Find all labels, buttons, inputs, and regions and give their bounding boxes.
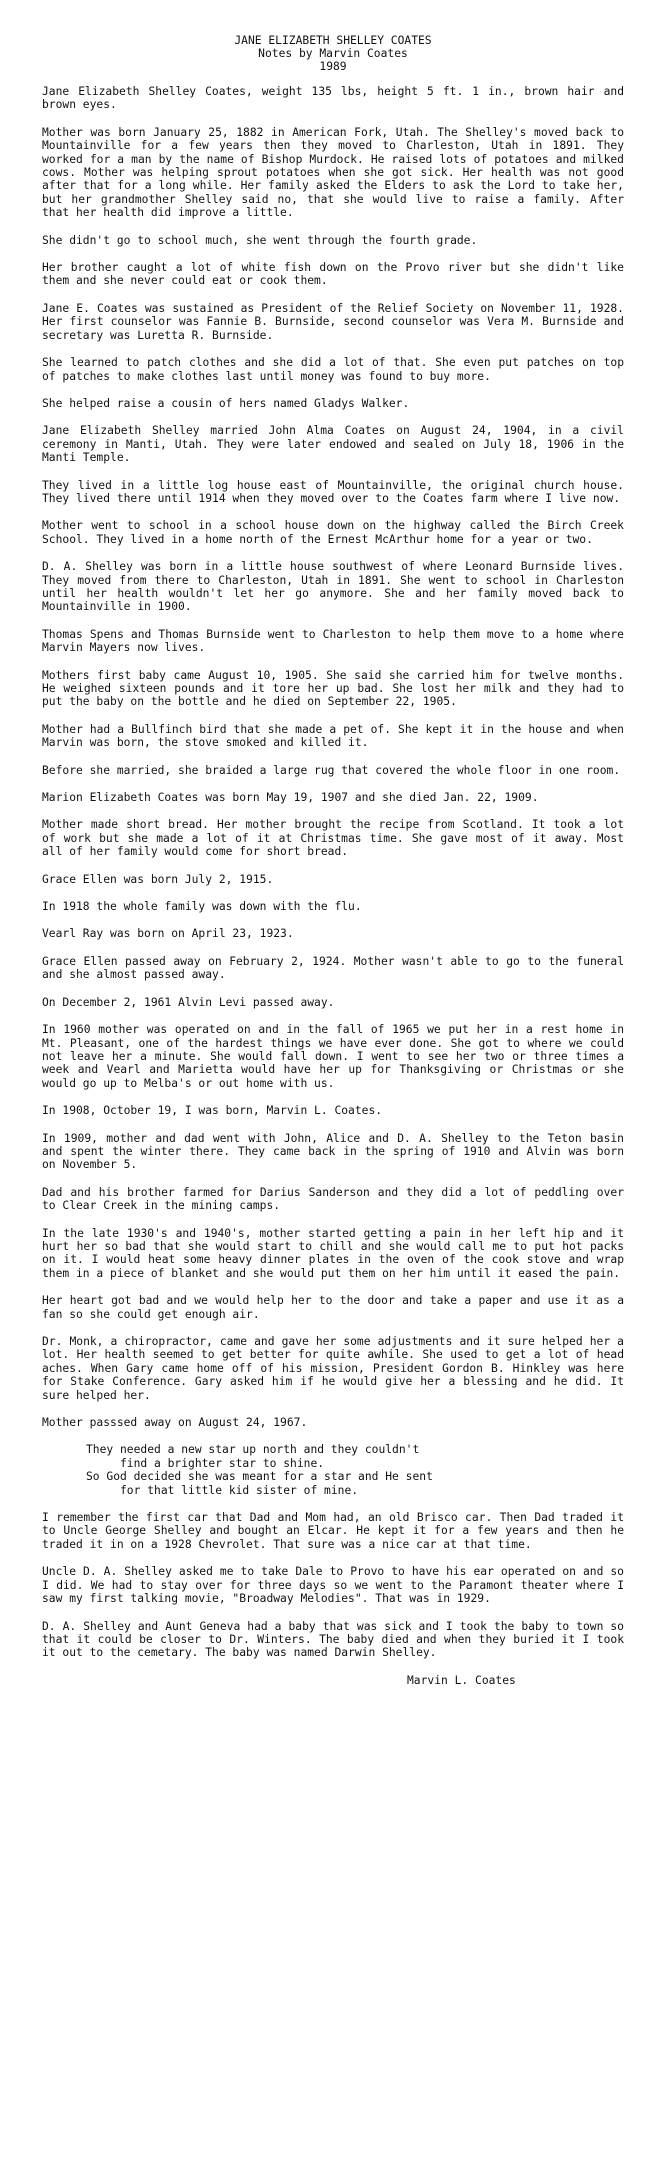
paragraph: D. A. Shelley was born in a little house southwest of where Leonard Burnside lives. They moved from there to Charleston, Utah in 1891. She went to school in Charleston until her health wouldn't let her go anymore. She and her family moved back to Mountainville in 1900. [42,560,624,614]
paragraph: In 1960 mother was operated on and in the fall of 1965 we put her in a rest home in Mt. Pleasant, one of the hardest things we have ever done. She got to where we could not leave her a minute. She would fall down. I went to see her two or three times a week and Vearl and Marietta would have her up for Thanksgiving or Christmas or she would go up to Melba's or out home with us. [42,1023,624,1090]
paragraph: Her heart got bad and we would help her to the door and take a paper and use it as a fan so she could get enough air. [42,1294,624,1321]
poem-line: find a brighter star to shine. [86,1456,325,1470]
paragraph: In the late 1930's and 1940's, mother started getting a pain in her left hip and it hurt her so bad that she would start to chill and she would call me to put hot packs on it. I would heat some heavy dinner plates in the oven of the cook stove and wrap them in a piece of blanket and she would put them on her him until it eased the pain. [42,1226,624,1280]
poem-line: They needed a new star up north and they couldn't [86,1443,420,1457]
paragraph: In 1918 the whole family was down with the flu. [42,900,362,914]
paragraph: Thomas Spens and Thomas Burnside went to Charleston to help them move to a home where Marvin Mayers now lives. [42,627,624,655]
paragraph: Uncle D. A. Shelley asked me to take Dale to Provo to have his ear operated on and so I did. We had to stay over for three days so we went to the Paramont theater where I saw my first talking movie, "Broadway Melodies". That was in 1929. [42,1565,624,1606]
signature: Marvin L. Coates [407,1673,516,1687]
paragraph: She helped raise a cousin of hers named Gladys Walker. [42,396,410,410]
paragraph: Her brother caught a lot of white fish down on the Provo river but she didn't like them and she never could eat or cook them. [42,261,624,288]
document-closing [42,1511,624,1660]
paragraph: Mothers first baby came August 10, 1905. She said she carried him for twelve months. He weighed sixteen pounds and it tore her up bad. She lost her milk and they had to put the baby on the bottle and he died on September 22, 1905. [42,668,624,709]
paragraph: In 1908, October 19, I was born, Marvin L. Coates. [42,1104,383,1118]
paragraph: Jane Elizabeth Shelley married John Alma Coates on August 24, 1904, in a civil ceremony in Manti, Utah. They were later endowed and sealed on July 18, 1906 in the Manti Temple. [42,424,624,465]
paragraph: Vearl Ray was born on April 23, 1923. [42,927,294,941]
paragraph: Dad and his brother farmed for Darius Sanderson and they did a lot of peddling over to Clear Creek in the mining camps. [42,1185,624,1213]
document-title: JANE ELIZABETH SHELLEY COATES [234,34,432,47]
paragraph: Before she married, she braided a large rug that covered the whole floor in one room. [42,763,621,777]
paragraph: I remember the first car that Dad and Mom had, an old Brisco car. Then Dad traded it to Uncle George Shelley and bought an Elcar. He kept it for a few years and then he traded it in on a 1928 Chevrolet. That sure was a nice car at that time. [42,1511,624,1551]
paragraph: She didn't go to school much, she went through the fourth grade. [42,233,478,247]
document-body [42,85,624,1429]
document-byline: Notes by Marvin Coates [258,47,408,60]
paragraph: In 1909, mother and dad went with John, Alice and D. A. Shelley to the Teton basin and spent the winter there. They came back in the spring of 1910 and Alvin was born on November 5. [42,1131,624,1172]
paragraph: Mother went to school in a school house down on the highway called the Birch Creek School. They lived in a home north of the Ernest McArthur home for a year or two. [42,519,624,546]
paragraph: Jane E. Coates was sustained as President of the Relief Society on November 11, 1928. Her first counselor was Fannie B. Burnside, second counselor was Vera M. Burnside and secretary was Luretta R. Burnside. [42,301,624,342]
paragraph: She learned to patch clothes and she did a lot of that. She even put patches on top of patches to make clothes last until money was found to buy more. [42,356,624,383]
paragraph: Mother made short bread. Her mother brought the recipe from Scotland. It took a lot of work but she made a lot of it at Christmas time. She gave most of it away. Most all of her family would come for short bread. [42,818,624,859]
paragraph: They lived in a little log house east of Mountainville, the original church house. They lived there until 1914 when they moved over to the Coates farm where I live now. [42,478,624,505]
poem-line: So God decided she was meant for a star and He sent [86,1470,433,1484]
paragraph: Mother passsed away on August 24, 1967. [42,1416,308,1430]
paragraph: Dr. Monk, a chiropractor, came and gave her some adjustments and it sure helped her a lot. Her health seemed to get better for quite awhile. She used to get a lot of head aches. When Gary came home off of his mission, President Gordon B. Hinkley was here for Stake Conference. Gary asked him if he would give her a blessing and he did. It sure helped her. [42,1335,624,1402]
paragraph: Grace Ellen was born July 2, 1915. [42,872,274,886]
paragraph: Jane Elizabeth Shelley Coates, weight 135 lbs, height 5 ft. 1 in., brown hair and brown eyes. [42,85,624,112]
document-year: 1989 [319,60,347,73]
paragraph: Mother had a Bullfinch bird that she made a pet of. She kept it in the house and when Marvin was born, the stove smoked and killed it. [42,722,624,750]
paragraph: Grace Ellen passed away on February 2, 1924. Mother wasn't able to go to the funeral and she almost passed away. [42,954,624,982]
paragraph: On December 2, 1961 Alvin Levi passed away. [42,995,335,1009]
poem [42,1443,624,1497]
document-header [42,34,624,73]
poem-line: for that little kid sister of mine. [86,1483,359,1497]
paragraph: Marion Elizabeth Coates was born May 19, 1907 and she died Jan. 22, 1909. [42,791,539,805]
paragraph: D. A. Shelley and Aunt Geneva had a baby that was sick and I took the baby to town so that it could be closer to Dr. Winters. The baby died and when they buried it I took it out to the cemetary. The baby was named Darwin Shelley. [42,1619,624,1660]
paragraph: Mother was born January 25, 1882 in American Fork, Utah. The Shelley's moved back to Mountainville for a few years then they moved to Charleston, Utah in 1891. They worked for a man by the name of Bishop Murdock. He raised lots of potatoes and milked cows. Mother was helping sprout potatoes when she got sick. Her health was not good after that for a long while. Her family asked the Elders to ask the Lord to take her, but her grandmother Shelley said no, that she would live to raise a family. After that her health did improve a little. [42,125,624,220]
